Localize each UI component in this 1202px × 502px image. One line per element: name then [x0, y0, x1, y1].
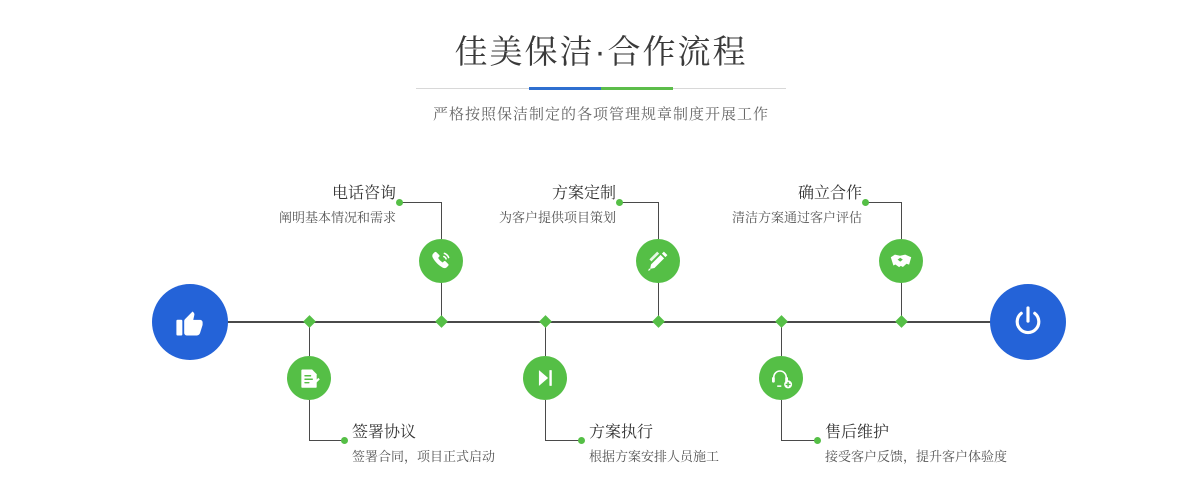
step-desc-3: 为客户提供项目策划 [498, 210, 616, 225]
step-title-3: 方案定制 [551, 185, 616, 202]
timeline [0, 160, 1202, 502]
axis-marker-step-5 [895, 315, 908, 328]
step-label-5 [586, 183, 862, 228]
divider-accent-blue [529, 87, 601, 90]
connector-step-2-stem [309, 400, 310, 440]
step-node-6 [759, 356, 803, 400]
step-node-3 [636, 239, 680, 283]
handshake-icon [889, 249, 913, 273]
power-icon [1010, 304, 1046, 340]
connector-step-4-horizontal [545, 440, 581, 441]
connector-step-6-stem [781, 400, 782, 440]
connector-step-5-horizontal [866, 202, 902, 203]
start-node [152, 284, 228, 360]
step-node-1 [419, 239, 463, 283]
step-node-5 [879, 239, 923, 283]
axis-marker-step-3 [652, 315, 665, 328]
step-label-3 [340, 183, 616, 228]
step-title-4: 方案执行 [589, 424, 654, 441]
step-title-5: 确立合作 [797, 185, 862, 202]
connector-step-5-stem [901, 202, 902, 239]
step-desc-6: 接受客户反馈，提升客户体验度 [825, 449, 1008, 464]
step-node-4 [523, 356, 567, 400]
divider-accent-green [601, 87, 673, 90]
page-title: 佳美保洁·合作流程 [454, 33, 748, 70]
connector-step-2-dot [341, 437, 348, 444]
step-title-6: 售后维护 [825, 424, 890, 441]
thumbs-up-icon [173, 305, 207, 339]
header [0, 30, 1202, 124]
step-title-1: 电话咨询 [331, 185, 396, 202]
step-title-2: 签署协议 [352, 424, 417, 441]
page-subtitle: 严格按照保洁制定的各项管理规章制度开展工作 [432, 106, 769, 123]
connector-step-5-dot [862, 199, 869, 206]
step-desc-5: 清洁方案通过客户评估 [731, 210, 862, 225]
step-label-6 [825, 422, 1155, 467]
customer-service-add-icon [769, 366, 793, 390]
end-node [990, 284, 1066, 360]
axis-marker-step-6 [775, 315, 788, 328]
connector-step-4-stem [545, 400, 546, 440]
step-desc-2: 签署合同，项目正式启动 [352, 449, 496, 464]
title-divider [416, 87, 786, 90]
connector-step-6-horizontal [781, 440, 817, 441]
phone-call-icon [429, 249, 453, 273]
axis-marker-step-4 [539, 315, 552, 328]
connector-step-6-dot [814, 437, 821, 444]
pencil-ruler-icon [646, 249, 670, 273]
document-edit-icon [298, 367, 321, 390]
axis-marker-step-1 [435, 315, 448, 328]
step-node-2 [287, 356, 331, 400]
play-forward-icon [534, 367, 556, 389]
axis-marker-step-2 [303, 315, 316, 328]
connector-step-2-horizontal [309, 440, 345, 441]
step-desc-1: 阐明基本情况和需求 [278, 210, 396, 225]
step-desc-4: 根据方案安排人员施工 [589, 449, 720, 464]
connector-step-4-dot [578, 437, 585, 444]
